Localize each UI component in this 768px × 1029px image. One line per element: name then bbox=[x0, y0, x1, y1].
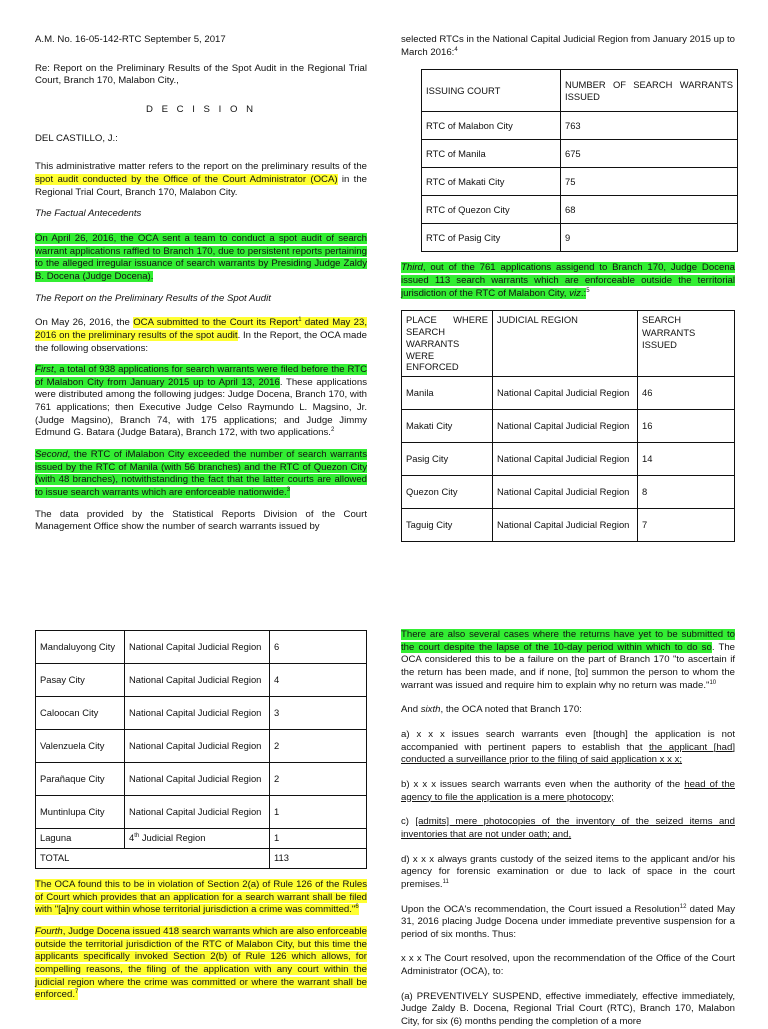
place-cell: Caloocan City bbox=[36, 697, 125, 730]
region-cell: National Capital Judicial Region bbox=[125, 796, 270, 829]
resolution-paragraph: Upon the OCA's recommendation, the Court issued a Resolution$^{12}$ dated May 31, 2016 placing Judge Docena under immediate preventive suspension for a period of six months. Thus: bbox=[401, 903, 735, 940]
table-row bbox=[36, 763, 367, 796]
suspend-paragraph: (a) PREVENTIVELY SUSPEND, effective immediately, effective immediately, Judge Zaldy B. Docena, Regional Trial Court (RTC), Branch 170, Malabon City, for six (6) months pending the completion of a more bbox=[401, 990, 735, 1028]
count-cell: 7 bbox=[638, 509, 735, 542]
count-cell: 16 bbox=[638, 410, 735, 443]
issuing-court-table bbox=[421, 69, 738, 252]
table-row bbox=[402, 377, 735, 410]
enforcement-table-continued bbox=[35, 630, 367, 869]
court-cell: RTC of Pasig City bbox=[422, 224, 561, 252]
document-page-2 bbox=[0, 512, 768, 1028]
quote-paragraph: x x x The Court resolved, upon the recommendation of the Office of the Court Administrator (OCA), to: bbox=[401, 953, 735, 978]
total-label: TOTAL bbox=[36, 849, 270, 869]
returns-paragraph: There are also several cases where the returns have yet to be submitted to the court despite the lapse of the 10-day period within which to do so. The OCA considered this to be a failure on the part of Branch 170 "to ascertain if the return has been made, and if none, [to] summon the person to whom the warrant was issued and require him to explain why no return was made."$^{10}$ bbox=[401, 629, 735, 691]
page-1-left-column bbox=[35, 34, 367, 533]
footnote-ref: 2 bbox=[330, 427, 335, 434]
item-a: a) x x x issues search warrants even [though] the application is not accompanied with pertinent papers to establish that the applicant [had] conducted a surveillance prior to the filing of said application x x x; bbox=[401, 728, 735, 766]
region-cell: National Capital Judicial Region bbox=[125, 631, 270, 664]
count-cell: 4 bbox=[270, 664, 367, 697]
count-cell: 9 bbox=[561, 224, 738, 252]
table-header-cell: ISSUING COURT bbox=[422, 70, 561, 112]
place-cell: Valenzuela City bbox=[36, 730, 125, 763]
second-observation: Second, the RTC of iMalabon City exceeded the number of search warrants issued by the RTC of Manila (with 56 branches) and the RTC of Quezon City (with 48 branches), notwithstanding the fact that the latter courts are allowed to issue search warrants which are enforceable nationwide.$^3$ bbox=[35, 449, 367, 499]
table-row bbox=[36, 631, 367, 664]
count-cell: 763 bbox=[561, 112, 738, 140]
place-cell: Taguig City bbox=[402, 509, 493, 542]
page-2-right-column bbox=[401, 629, 735, 1028]
item-b: b) x x x issues search warrants even when the authority of the head of the agency to file the application is a mere photocopy; bbox=[401, 778, 735, 803]
count-cell: 3 bbox=[270, 697, 367, 730]
count-cell: 2 bbox=[270, 763, 367, 796]
fourth-observation: Fourth, Judge Docena issued 418 search warrants which are also enforceable outside the territorial jurisdiction of the RTC of Malabon City, but this time the applicants specifically invoked Section 2(b) of Rule 126 which allows, for compelling reasons, the filing of the application with any court within the judicial region where the crime was committed or where the warrant shall be enforced.$^7$ bbox=[35, 925, 367, 1001]
footnote-ref: 6 bbox=[355, 904, 359, 911]
region-cell: National Capital Judicial Region bbox=[493, 410, 638, 443]
court-cell: RTC of Manila bbox=[422, 140, 561, 168]
place-cell: Mandaluyong City bbox=[36, 631, 125, 664]
decision-heading: D E C I S I O N bbox=[145, 103, 257, 115]
page-2-left-column bbox=[35, 630, 367, 1024]
region-cell: National Capital Judicial Region bbox=[493, 443, 638, 476]
continuation-paragraph: selected RTCs in the National Capital Judicial Region from January 2015 up to March 2016:$^4$ bbox=[401, 34, 735, 58]
item-c: c) [admits] mere photocopies of the inventory of the seized items and inventories that are not under oath; and, bbox=[401, 816, 735, 840]
court-cell: RTC of Quezon City bbox=[422, 196, 561, 224]
table-row bbox=[422, 112, 738, 140]
total-count: 113 bbox=[270, 849, 367, 869]
sixth-observation: And sixth, the OCA noted that Branch 170: bbox=[401, 704, 582, 716]
count-cell: 1 bbox=[270, 796, 367, 829]
table-row bbox=[36, 664, 367, 697]
third-observation: Third, out of the 761 applications assigend to Branch 170, Judge Docena issued 113 search warrants which are enforceable outside the territorial jurisdiction of the RTC of Malabon City, viz.:$^5$ bbox=[401, 262, 735, 299]
table-header-cell: JUDICIAL REGION bbox=[493, 311, 638, 377]
region-cell: National Capital Judicial Region bbox=[493, 476, 638, 509]
footnote-ref: 11 bbox=[442, 878, 449, 885]
table-row bbox=[422, 224, 738, 252]
footnote-ref: 3 bbox=[286, 486, 291, 493]
case-header: A.M. No. 16-05-142-RTC September 5, 2017 bbox=[35, 34, 226, 45]
region-cell: National Capital Judicial Region bbox=[125, 763, 270, 796]
count-cell: 68 bbox=[561, 196, 738, 224]
count-cell: 2 bbox=[270, 730, 367, 763]
region-cell: National Capital Judicial Region bbox=[493, 509, 638, 542]
region-cell: 4th Judicial Region bbox=[125, 829, 270, 849]
footnote-ref: 4 bbox=[454, 46, 458, 53]
place-cell: Manila bbox=[402, 377, 493, 410]
item-d: d) x x x always grants custody of the seized items to the applicant and/or his agency for forensic examination or due to lack of space in the court premises.$^{11}$ bbox=[401, 853, 735, 890]
table-row bbox=[36, 796, 367, 829]
footnote-ref: 10 bbox=[709, 679, 717, 686]
count-cell: 6 bbox=[270, 631, 367, 664]
ponente: DEL CASTILLO, J.: bbox=[35, 132, 118, 144]
table-header-cell: SEARCH WARRANTS ISSUED bbox=[638, 311, 735, 377]
table-header-cell: NUMBER OF SEARCH WARRANTS ISSUED bbox=[561, 70, 738, 112]
report-paragraph: On May 26, 2016, the OCA submitted to the Court its Report$^1$ dated May 23, 2016 on the preliminary results of the spot audit. In the Report, the OCA made the following observations: bbox=[35, 317, 367, 354]
court-cell: RTC of Makati City bbox=[422, 168, 561, 196]
intro-paragraph: This administrative matter refers to the report on the preliminary results of the spot audit conducted by the Office of the Court Administrator (OCA) in the Regional Trial Court, Branch 170, Malabon City. bbox=[35, 161, 367, 198]
factual-antecedents-heading: The Factual Antecedents bbox=[35, 208, 142, 220]
place-cell: Makati City bbox=[402, 410, 493, 443]
violation-paragraph: The OCA found this to be in violation of Section 2(a) of Rule 126 of the Rules of Court which provides that an application for a search warrant shall be filed with "[a]ny court within whose territorial jurisdiction a crime was committed."$^6$ bbox=[35, 879, 367, 916]
case-title: Re: Report on the Preliminary Results of the Spot Audit in the Regional Trial Court, Branch 170, Malabon City., bbox=[35, 62, 367, 87]
court-cell: RTC of Malabon City bbox=[422, 112, 561, 140]
place-cell: Laguna bbox=[36, 829, 125, 849]
table-row bbox=[36, 829, 367, 849]
table-row bbox=[402, 476, 735, 509]
region-cell: National Capital Judicial Region bbox=[125, 730, 270, 763]
count-cell: 8 bbox=[638, 476, 735, 509]
table-header-cell: PLACE WHERE SEARCH WARRANTS WERE ENFORCED bbox=[402, 311, 493, 377]
footnote-ref: 12 bbox=[679, 903, 687, 910]
first-observation: First, a total of 938 applications for search warrants were filed before the RTC of Malabon City from January 2015 up to April 13, 2016. These applications were distributed among the following judges: Judge Docena, Branch 170, with 761 applications; then Executive Judge Celso Raymundo L. Magsino, Jr. (Judge Magsino), Branch 74, with 175 applications; and Judge Jimmy Edmund G. Batara (Judge Batara), Branch 172, with two applications.$^2$ bbox=[35, 364, 367, 439]
footnote-ref: 5 bbox=[586, 287, 590, 294]
page-1-right-column bbox=[401, 34, 735, 531]
table-row bbox=[422, 196, 738, 224]
table-total-row bbox=[36, 849, 367, 869]
count-cell: 75 bbox=[561, 168, 738, 196]
count-cell: 14 bbox=[638, 443, 735, 476]
count-cell: 46 bbox=[638, 377, 735, 410]
table-row bbox=[402, 443, 735, 476]
table-header-row bbox=[402, 311, 735, 377]
data-paragraph: The data provided by the Statistical Reports Division of the Court Management Office show the number of search warrants issued by bbox=[35, 508, 367, 533]
place-cell: Pasig City bbox=[402, 443, 493, 476]
place-cell: Muntinlupa City bbox=[36, 796, 125, 829]
table-header-row bbox=[422, 70, 738, 112]
place-cell: Parañaque City bbox=[36, 763, 125, 796]
factual-paragraph: On April 26, 2016, the OCA sent a team to conduct a spot audit of search warrant applications raffled to Branch 170, due to persistent reports pertaining to the alleged irregular issuance of search warrants by Presiding Judge Zaldy B. Docena (Judge Docena). bbox=[35, 232, 367, 282]
table-row bbox=[422, 168, 738, 196]
footnote-ref: 7 bbox=[75, 989, 79, 996]
report-heading: The Report on the Preliminary Results of the Spot Audit bbox=[35, 292, 271, 304]
table-row bbox=[36, 730, 367, 763]
place-cell: Quezon City bbox=[402, 476, 493, 509]
region-cell: National Capital Judicial Region bbox=[125, 664, 270, 697]
region-cell: National Capital Judicial Region bbox=[493, 377, 638, 410]
place-cell: Pasay City bbox=[36, 664, 125, 697]
count-cell: 675 bbox=[561, 140, 738, 168]
region-cell: National Capital Judicial Region bbox=[125, 697, 270, 730]
footnote-ref: 1 bbox=[298, 317, 302, 323]
table-row bbox=[422, 140, 738, 168]
table-row bbox=[402, 410, 735, 443]
count-cell: 1 bbox=[270, 829, 367, 849]
table-row bbox=[36, 697, 367, 730]
enforcement-table bbox=[401, 310, 735, 542]
